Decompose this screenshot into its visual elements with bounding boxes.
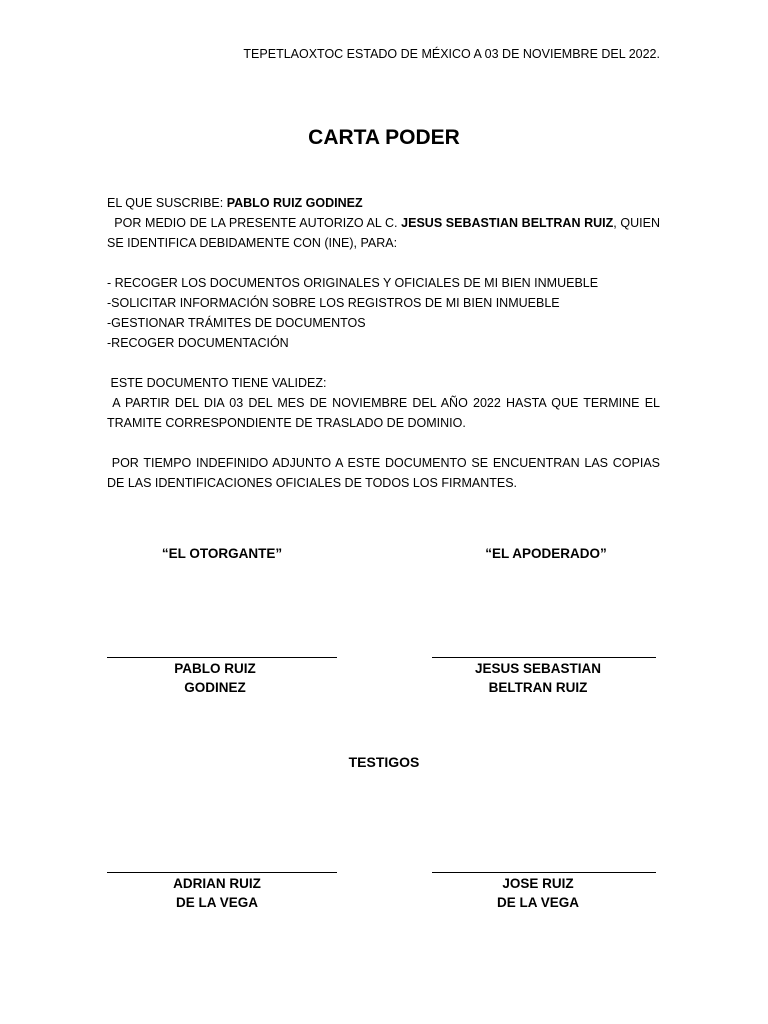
grantor-signature-line: [107, 657, 337, 658]
intro-paragraph: [107, 193, 664, 253]
validity-section: [107, 373, 664, 433]
grantor-name-line1: PABLO RUIZ: [174, 661, 256, 676]
witness2-name-line2: DE LA VEGA: [496, 895, 579, 910]
grantee-name-line2: BELTRAN RUIZ: [488, 680, 588, 695]
witness1-signature-line: [107, 872, 337, 873]
witness1-name: [107, 874, 327, 912]
authorization-prefix: POR MEDIO DE LA PRESENTE AUTORIZO AL C.: [107, 216, 402, 230]
grantor-name: [107, 659, 323, 697]
place-date-line: TEPETLAOXTOC ESTADO DE MÉXICO A 03 DE NOVIEMBRE DEL 2022.: [243, 47, 660, 61]
witness1-name-line1: ADRIAN RUIZ: [173, 876, 261, 891]
subscriber-name: PABLO RUIZ GODINEZ: [226, 196, 363, 210]
witness2-name-line1: JOSE RUIZ: [502, 876, 574, 891]
grantee-name-line1: JESUS SEBASTIAN: [474, 661, 602, 676]
grantee-role-label: “EL APODERADO”: [485, 546, 607, 561]
authorized-person-name: JESUS SEBASTIAN BELTRAN RUIZ: [401, 216, 614, 230]
authorization-text: [107, 213, 664, 253]
attachment-note: [107, 453, 664, 493]
authorization-suffix: , QUIEN SE IDENTIFICA DEBIDAMENTE CON (INE), PARA:: [107, 216, 664, 250]
attachment-note-text: POR TIEMPO INDEFINIDO ADJUNTO A ESTE DOCUMENTO SE ENCUENTRAN LAS COPIAS DE LAS IDENTIFICACIONES OFICIALES DE TODOS LOS FIRMANTES.: [107, 456, 664, 490]
validity-heading: ESTE DOCUMENTO TIENE VALIDEZ:: [107, 376, 327, 390]
witness2-name: [432, 874, 644, 912]
witness2-signature-line: [432, 872, 656, 873]
grantee-name: [432, 659, 644, 697]
grantee-signature-line: [432, 657, 656, 658]
task-item: -RECOGER DOCUMENTACIÓN: [107, 336, 289, 350]
subscriber-line: [107, 193, 660, 213]
document-title: CARTA PODER: [308, 126, 460, 149]
task-list: [107, 273, 660, 353]
task-item: - RECOGER LOS DOCUMENTOS ORIGINALES Y OFICIALES DE MI BIEN INMUEBLE: [107, 276, 599, 290]
validity-text: A PARTIR DEL DIA 03 DEL MES DE NOVIEMBRE DEL AÑO 2022 HASTA QUE TERMINE EL TRAMITE CORRESPONDIENTE DE TRASLADO DE DOMINIO.: [107, 396, 664, 430]
task-item: -GESTIONAR TRÁMITES DE DOCUMENTOS: [107, 316, 366, 330]
task-item: -SOLICITAR INFORMACIÓN SOBRE LOS REGISTROS DE MI BIEN INMUEBLE: [107, 296, 560, 310]
grantor-name-line2: GODINEZ: [184, 680, 246, 695]
witness1-name-line2: DE LA VEGA: [175, 895, 258, 910]
subscriber-label: EL QUE SUSCRIBE:: [107, 196, 227, 210]
grantor-role-label: “EL OTORGANTE”: [161, 546, 283, 561]
witnesses-heading: TESTIGOS: [348, 754, 420, 770]
